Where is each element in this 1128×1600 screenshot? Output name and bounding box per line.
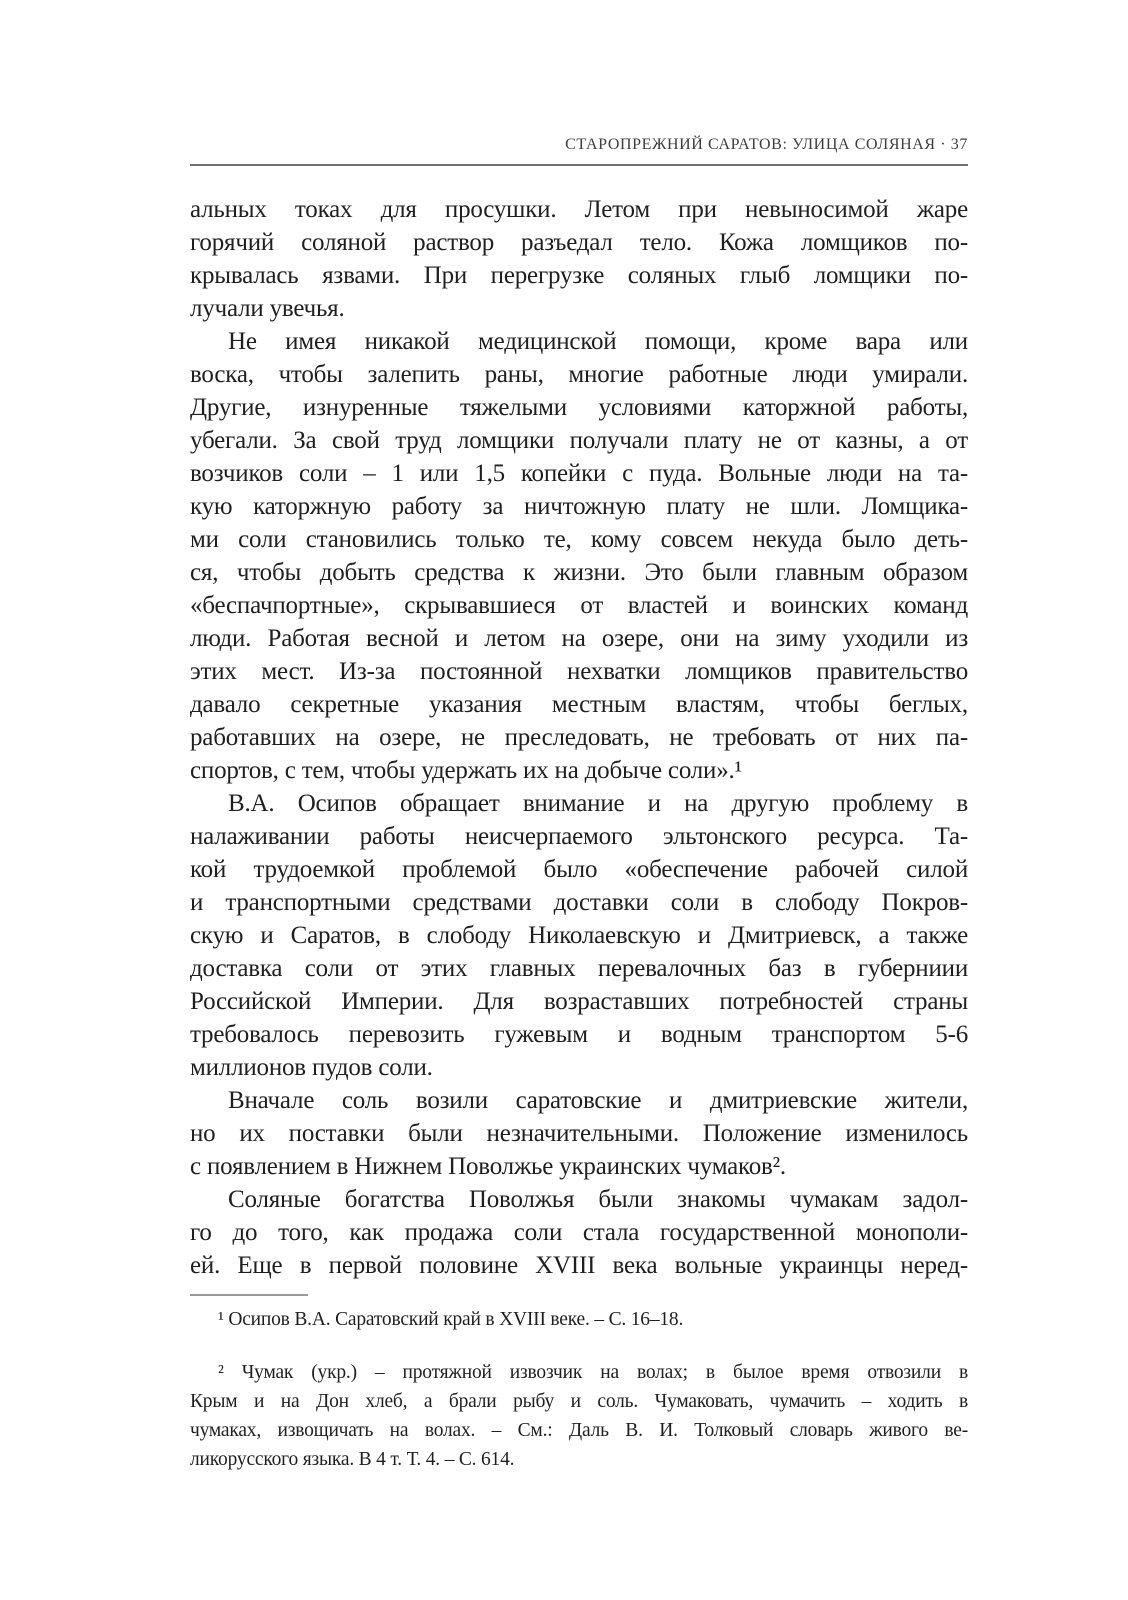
paragraph	[190, 1183, 968, 1282]
text-line: ся, чтобы добыть средства к жизни. Это были главным образом	[190, 559, 968, 586]
footnote	[190, 1305, 968, 1334]
paragraph	[190, 787, 968, 1084]
text-line: воска, чтобы залепить раны, многие работные люди умирали.	[190, 361, 968, 388]
text-line: «беспачпортные», скрывавшиеся от властей и воинских команд	[190, 592, 968, 619]
text-line: этих мест. Из-за постоянной нехватки ломщиков правительство	[190, 658, 968, 685]
text-line: Крым и на Дон хлеб, а брали рыбу и соль. Чумаковать, чумачить – ходить в	[190, 1391, 968, 1412]
text-line: горячий соляной раствор разъедал тело. Кожа ломщиков по-	[190, 229, 968, 256]
text-line: с появлением в Нижнем Поволжье украинских чумаков².	[190, 1153, 786, 1180]
text-line: налаживании работы неисчерпаемого эльтонского ресурса. Та-	[190, 823, 968, 850]
footnote	[190, 1358, 968, 1474]
text-line: убегали. За свой труд ломщики получали плату не от казны, а от	[190, 427, 968, 454]
page-content	[190, 135, 968, 1474]
text-line: миллионов пудов соли.	[190, 1054, 433, 1081]
text-line: альных токах для просушки. Летом при невыносимой жаре	[190, 196, 968, 223]
text-line: лучали увечья.	[190, 295, 345, 322]
body-text	[190, 193, 968, 1282]
footnote-divider	[190, 1294, 308, 1296]
text-line: кую каторжную работу за ничтожную плату не шли. Ломщика-	[190, 493, 968, 520]
text-line: спортов, с тем, чтобы удержать их на добыче соли».¹	[190, 757, 742, 784]
text-line: Вначале соль возили саратовские и дмитриевские жители,	[228, 1087, 968, 1114]
text-line: чумаках, извощичать на волах. – См.: Даль В. И. Толковый словарь живого ве-	[190, 1420, 968, 1441]
footnotes	[190, 1305, 968, 1474]
text-line: Соляные богатства Поволжья были знакомы чумакам задол-	[228, 1186, 968, 1213]
text-line: Другие, изнуренные тяжелыми условиями каторжной работы,	[190, 394, 968, 421]
text-line: возчиков соли – 1 или 1,5 копейки с пуда. Вольные люди на та-	[190, 460, 968, 487]
text-line: ¹ Осипов В.А. Саратовский край в XVIII веке. – С. 16–18.	[218, 1309, 684, 1330]
text-line: люди. Работая весной и летом на озере, они на зиму уходили из	[190, 625, 968, 652]
text-line: скую и Саратов, в слободу Николаевскую и Дмитриевск, а также	[190, 922, 968, 949]
running-header-text: СТАРОПРЕЖНИЙ САРАТОВ: УЛИЦА СОЛЯНАЯ · 37	[565, 136, 968, 153]
text-line: кой трудоемкой проблемой было «обеспечение рабочей силой	[190, 856, 968, 883]
text-line: ми соли становились только те, кому совсем некуда было деть-	[190, 526, 968, 553]
paragraph	[190, 1084, 968, 1183]
text-line: Не имея никакой медицинской помощи, кроме вара или	[228, 328, 968, 355]
paragraph	[190, 193, 968, 325]
text-line: ей. Еще в первой половине XVIII века вольные украинцы неред-	[190, 1252, 968, 1279]
text-line: работавших на озере, не преследовать, не требовать от них па-	[190, 724, 968, 751]
text-line: Российской Империи. Для возраставших потребностей страны	[190, 988, 968, 1015]
header-rule	[190, 164, 968, 166]
text-line: ² Чумак (укр.) – протяжной извозчик на волах; в былое время отвозили в	[218, 1362, 968, 1383]
text-line: требовалось перевозить гужевым и водным транспортом 5-6	[190, 1021, 968, 1048]
text-line: го до того, как продажа соли стала государственной монополи-	[190, 1219, 968, 1246]
running-header	[190, 135, 968, 155]
text-line: ликорусского языка. В 4 т. Т. 4. – С. 614.	[190, 1449, 515, 1470]
text-line: давало секретные указания местным властям, чтобы беглых,	[190, 691, 968, 718]
paragraph	[190, 325, 968, 787]
text-line: но их поставки были незначительными. Положение изменилось	[190, 1120, 968, 1147]
text-line: крывалась язвами. При перегрузке соляных глыб ломщики по-	[190, 262, 968, 289]
text-line: доставка соли от этих главных перевалочных баз в губерниии	[190, 955, 968, 982]
text-line: и транспортными средствами доставки соли в слободу Покров-	[190, 889, 968, 916]
text-line: В.А. Осипов обращает внимание и на другую проблему в	[228, 790, 968, 817]
